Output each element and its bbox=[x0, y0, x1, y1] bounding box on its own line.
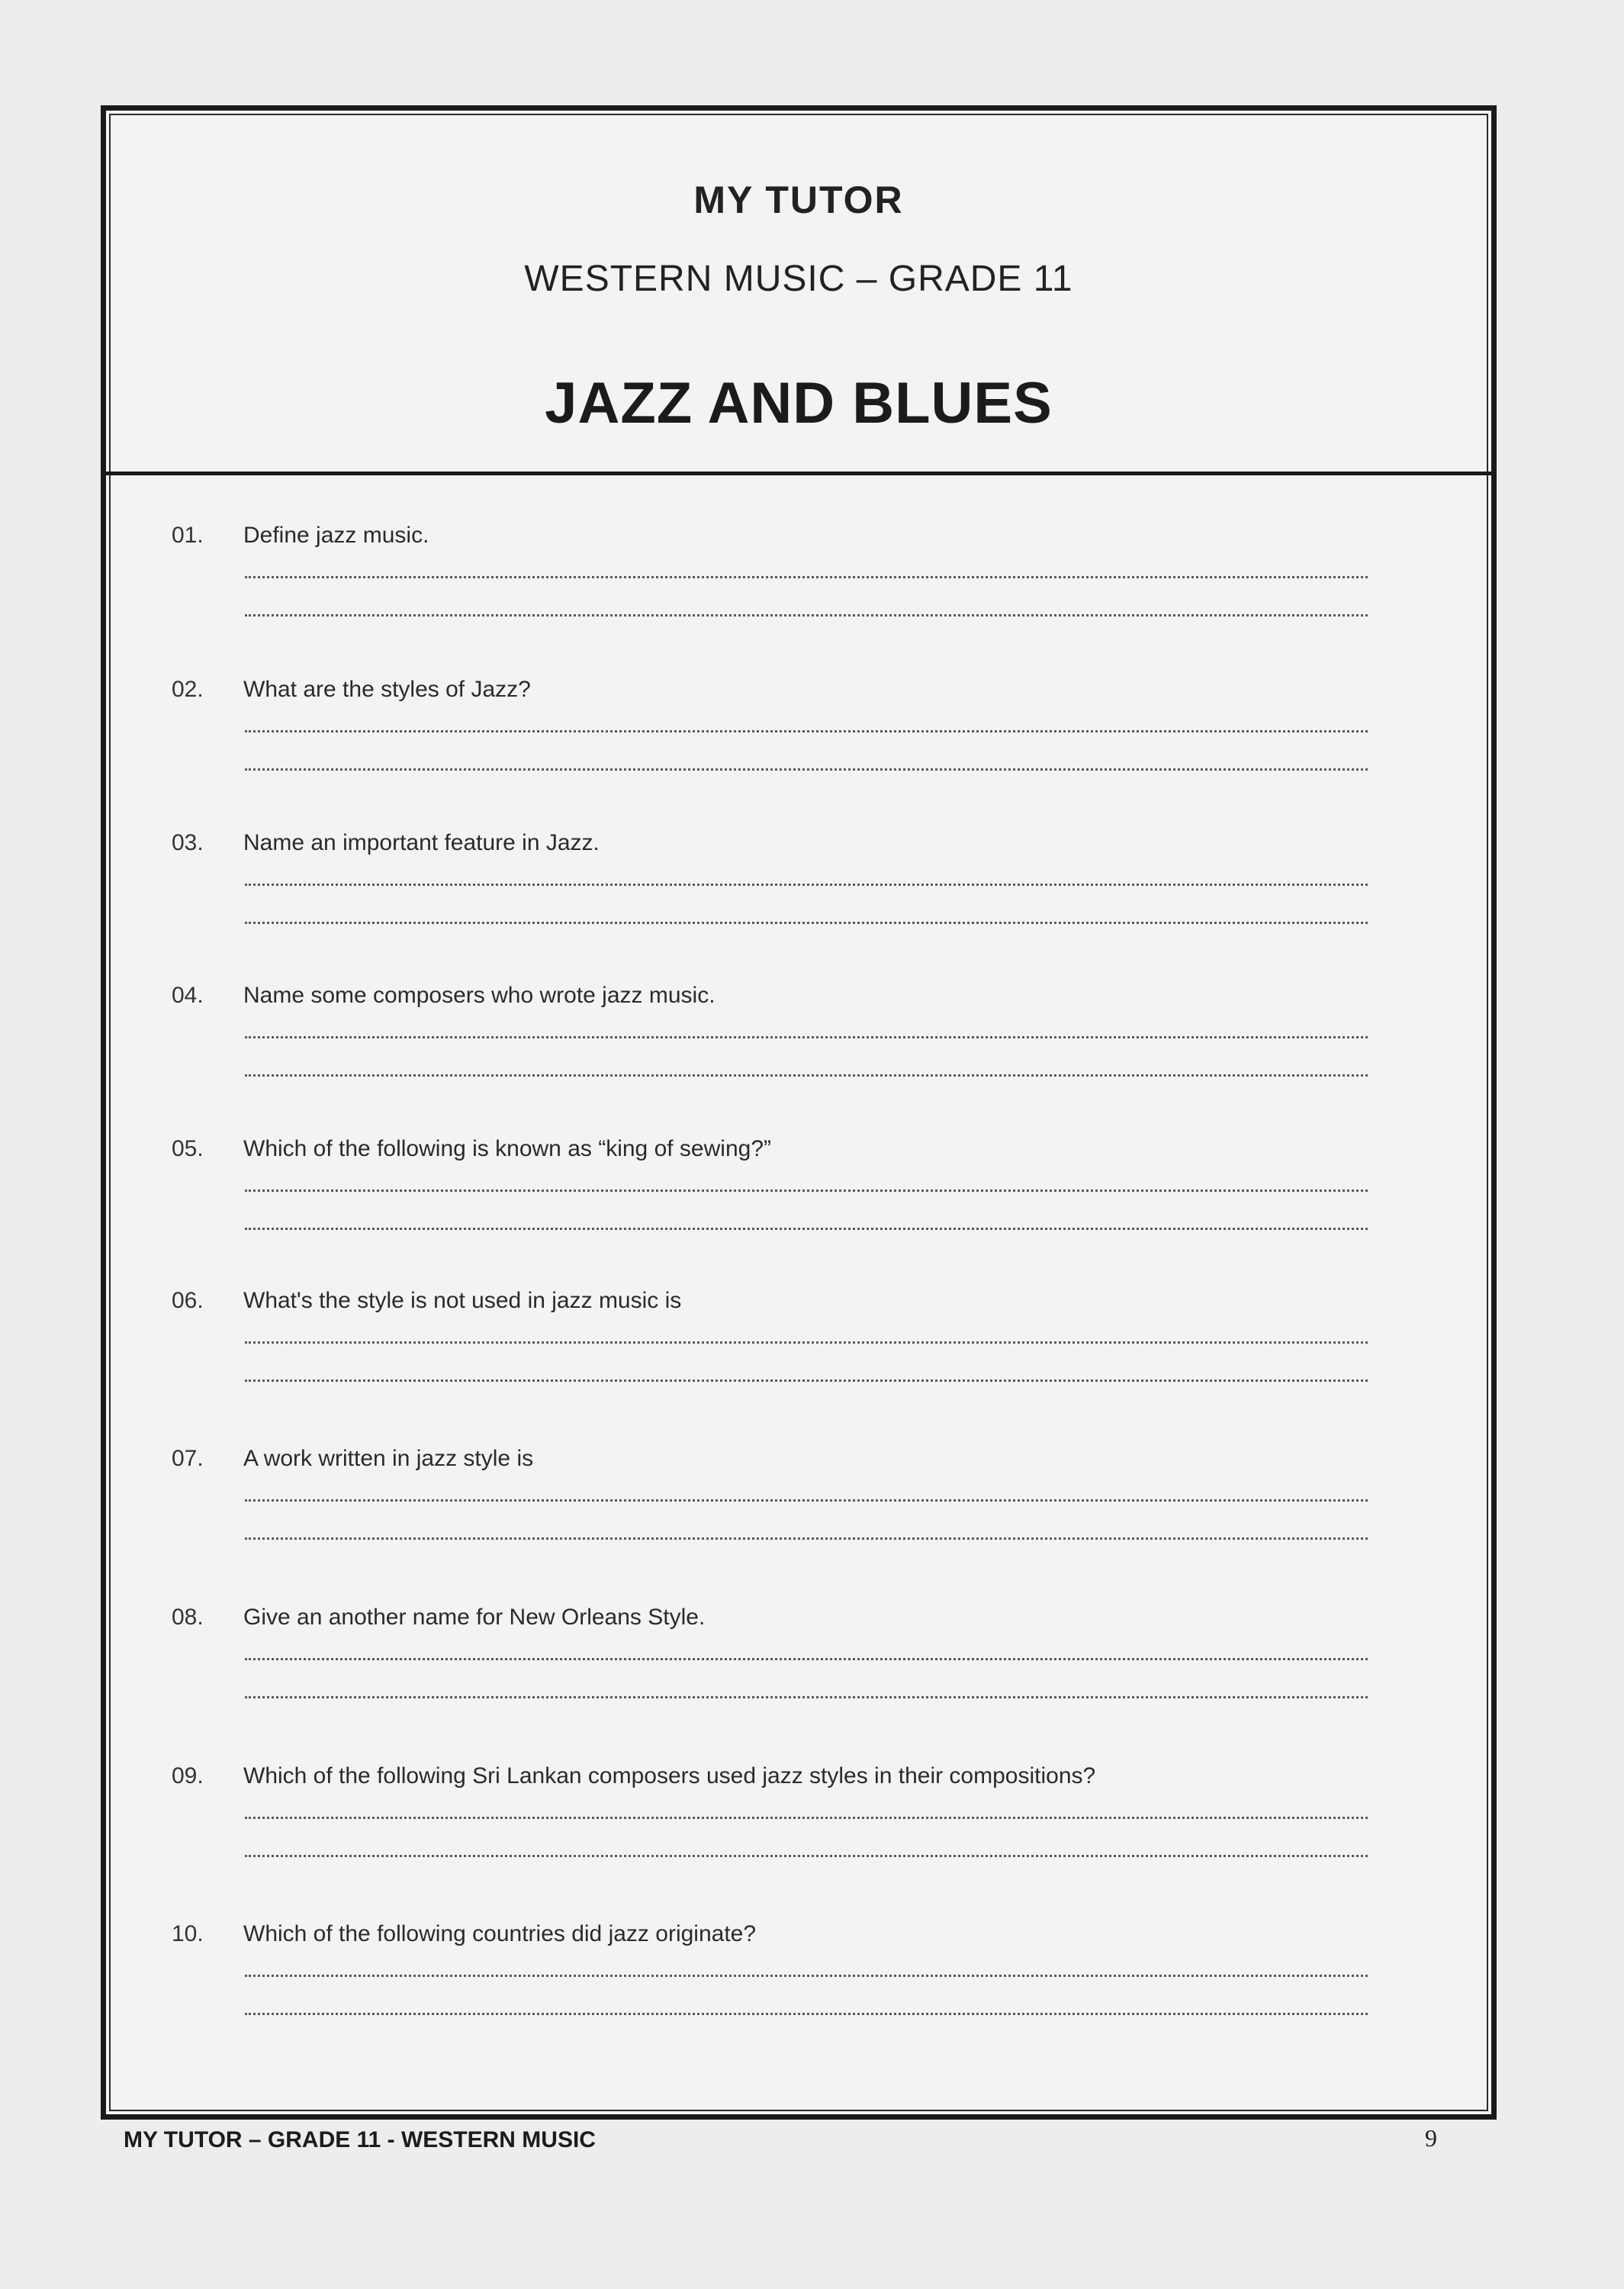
question-text: Which of the following Sri Lankan composers used jazz styles in their compositions? bbox=[243, 1763, 1096, 1788]
question-text: Which of the following countries did jazz originate? bbox=[243, 1921, 757, 1946]
answer-line[interactable] bbox=[245, 1537, 1368, 1540]
question-item bbox=[106, 1446, 1491, 1591]
answer-line[interactable] bbox=[245, 1975, 1368, 1977]
answer-line[interactable] bbox=[245, 884, 1368, 886]
answer-line[interactable] bbox=[245, 1658, 1368, 1660]
answer-line[interactable] bbox=[245, 1817, 1368, 1819]
question-number: 02. bbox=[172, 677, 204, 702]
question-number: 06. bbox=[172, 1288, 204, 1313]
question-item bbox=[106, 830, 1491, 975]
question-item bbox=[106, 1136, 1491, 1281]
question-number: 09. bbox=[172, 1763, 204, 1788]
question-text: What's the style is not used in jazz music is bbox=[243, 1288, 682, 1313]
answer-line[interactable] bbox=[245, 1499, 1368, 1502]
page-number: 9 bbox=[1425, 2124, 1437, 2152]
question-item bbox=[106, 677, 1491, 822]
question-item bbox=[106, 983, 1491, 1128]
question-number: 04. bbox=[172, 983, 204, 1008]
question-number: 07. bbox=[172, 1446, 204, 1471]
answer-line[interactable] bbox=[245, 1228, 1368, 1230]
answer-line[interactable] bbox=[245, 1380, 1368, 1382]
question-number: 10. bbox=[172, 1921, 204, 1946]
question-number: 01. bbox=[172, 523, 204, 548]
topic-title: JAZZ AND BLUES bbox=[545, 371, 1053, 436]
subject-title: WESTERN MUSIC – GRADE 11 bbox=[524, 259, 1073, 299]
worksheet-header bbox=[106, 111, 1491, 475]
answer-line[interactable] bbox=[245, 922, 1368, 924]
question-number: 03. bbox=[172, 830, 204, 855]
answer-line[interactable] bbox=[245, 1036, 1368, 1038]
question-text: A work written in jazz style is bbox=[243, 1446, 534, 1471]
question-item bbox=[106, 523, 1491, 668]
answer-line[interactable] bbox=[245, 2013, 1368, 2015]
question-item bbox=[106, 1605, 1491, 1750]
answer-line[interactable] bbox=[245, 1190, 1368, 1192]
question-number: 08. bbox=[172, 1605, 204, 1630]
question-text: What are the styles of Jazz? bbox=[243, 677, 531, 702]
brand-title: MY TUTOR bbox=[693, 179, 904, 221]
question-text: Which of the following is known as “king of sewing?” bbox=[243, 1136, 771, 1161]
answer-line[interactable] bbox=[245, 1696, 1368, 1698]
answer-line[interactable] bbox=[245, 614, 1368, 617]
question-text: Define jazz music. bbox=[243, 523, 429, 548]
question-text: Give an another name for New Orleans Style. bbox=[243, 1605, 706, 1630]
answer-line[interactable] bbox=[245, 1341, 1368, 1344]
answer-line[interactable] bbox=[245, 576, 1368, 578]
question-text: Name some composers who wrote jazz music. bbox=[243, 983, 716, 1008]
question-number: 05. bbox=[172, 1136, 204, 1161]
footer-title: MY TUTOR – GRADE 11 - WESTERN MUSIC bbox=[124, 2127, 596, 2152]
worksheet-frame bbox=[101, 105, 1497, 2120]
question-item bbox=[106, 1288, 1491, 1433]
question-text: Name an important feature in Jazz. bbox=[243, 830, 600, 855]
question-item bbox=[106, 1921, 1491, 2066]
answer-line[interactable] bbox=[245, 1074, 1368, 1077]
answer-line[interactable] bbox=[245, 768, 1368, 771]
answer-line[interactable] bbox=[245, 1855, 1368, 1857]
answer-line[interactable] bbox=[245, 730, 1368, 732]
question-item bbox=[106, 1763, 1491, 1908]
